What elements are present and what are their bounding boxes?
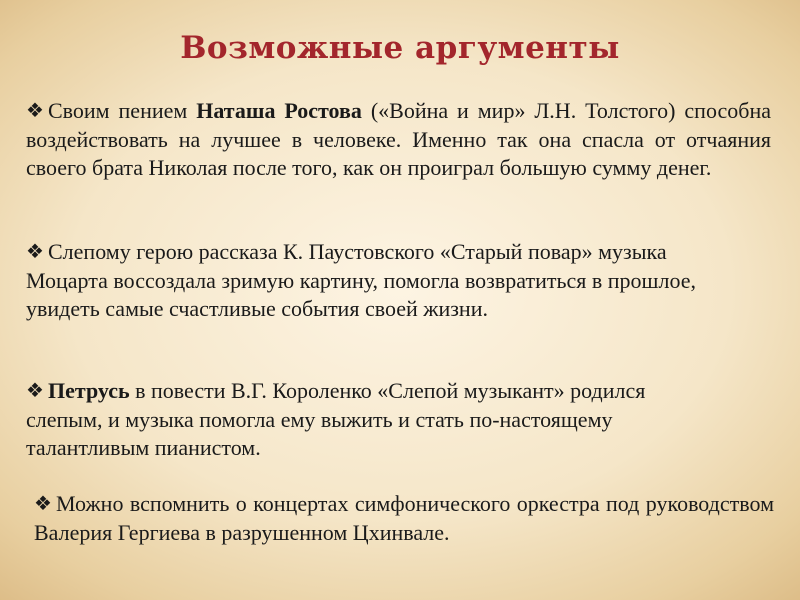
argument-paragraph-1 — [26, 97, 771, 183]
argument-paragraph-2 — [26, 238, 726, 324]
diamond-bullet-icon: ❖ — [26, 100, 44, 122]
argument-4-text: Можно вспомнить о концертах симфонического оркестра под руководством Валерия Гергиева в разрушенном Цхинвале. — [34, 491, 774, 545]
argument-2-text: Слепому герою рассказа К. Паустовского «Старый повар» музыка Моцарта воссоздала зримую картину, помогла возвратиться в прошлое, увидеть самые счастливые события своей жизни. — [26, 239, 696, 321]
diamond-bullet-icon: ❖ — [34, 493, 52, 515]
argument-3-text-after: в повести В.Г. Короленко «Слепой музыкант» родился слепым, и музыка помогла ему выжить и стать по-настоящему талантливым пианистом. — [26, 378, 646, 460]
diamond-bullet-icon: ❖ — [26, 380, 44, 402]
slide-title: Возможные аргументы — [180, 30, 620, 66]
argument-1-text-before: Своим пением — [48, 98, 197, 123]
argument-3-bold: Петрусь — [48, 378, 130, 403]
argument-1-text-after: («Война и мир» Л.Н. Толстого) способна воздействовать на лучшее в человеке. Именно так она спасла от отчаяния своего брата Николая после того, как он проиграл большую сумму денег. — [26, 98, 771, 180]
argument-1-bold: Наташа Ростова — [196, 98, 362, 123]
argument-paragraph-3 — [26, 377, 726, 463]
argument-paragraph-4 — [34, 490, 774, 547]
diamond-bullet-icon: ❖ — [26, 241, 44, 263]
